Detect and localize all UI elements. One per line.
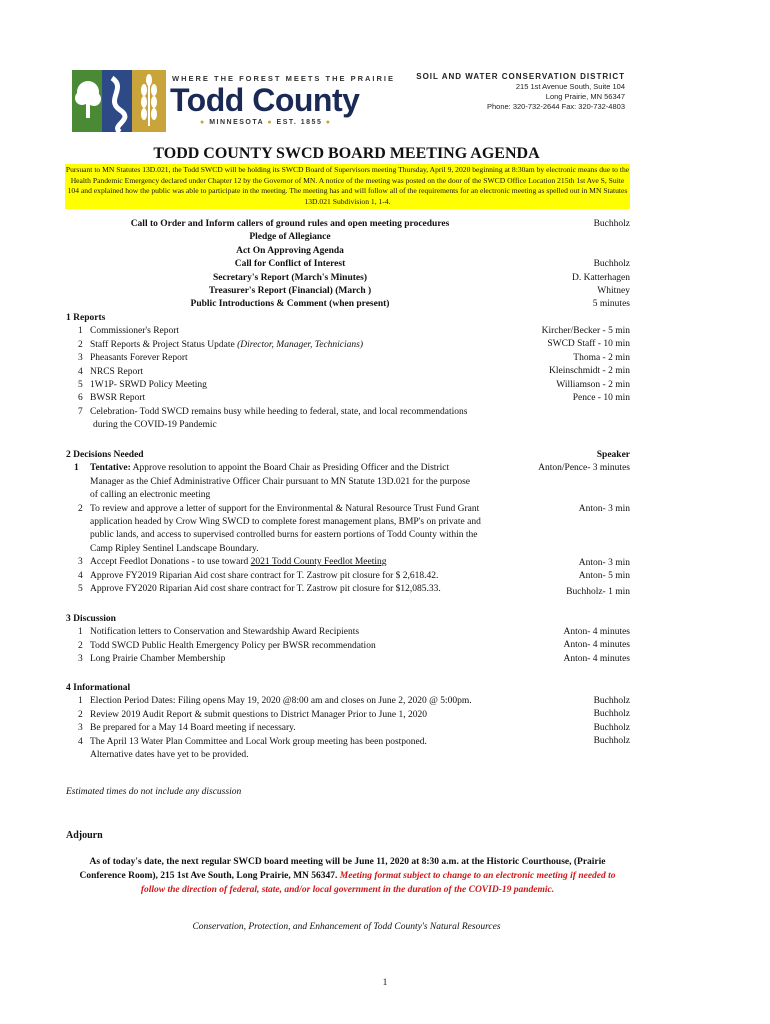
opening-item: Call to Order and Inform callers of ground rules and open meeting procedures — [130, 219, 450, 229]
opening-item: Call for Conflict of Interest — [234, 259, 346, 270]
list-item-continuation: Manager as the Chief Administrative Officer Chair pursuant to MN Statute 13D.021 for the purpose — [90, 476, 471, 487]
time-allotment: SWCD Staff - 10 min — [547, 339, 630, 350]
time-allotment: Buchholz- 1 min — [566, 587, 630, 597]
list-item: 1 Commissioner's Report — [78, 326, 180, 337]
presenter: Buchholz — [593, 709, 630, 720]
time-allotment: Anton- 4 minutes — [563, 627, 630, 637]
list-item: 6 BWSR Report — [78, 393, 146, 404]
presenter: Buchholz — [593, 722, 630, 733]
list-item-continuation: application headed by Crow Wing SWCD to complete forest management plans, BMP's on private and — [90, 517, 481, 528]
list-item-continuation: public lands, and access to supervised controlled burns for eastern portions of Todd County within the — [90, 530, 478, 541]
todd-county-logo — [72, 70, 168, 132]
opening-items — [110, 218, 470, 312]
presenter: Buchholz — [593, 736, 630, 747]
list-item: 5 1W1P- SRWD Policy Meeting — [78, 380, 207, 391]
list-item-continuation: of calling an electronic meeting — [90, 490, 211, 501]
opening-item: Secretary's Report (March's Minutes) — [213, 272, 367, 283]
logo-state: MINNESOTA — [209, 119, 264, 126]
presenter: Whitney — [597, 286, 630, 296]
presenter: Buchholz — [593, 219, 630, 229]
list-item: 7 Celebration- Todd SWCD remains busy while heeding to federal, state, and local recommendations — [78, 406, 468, 417]
next-meeting-notice — [70, 855, 625, 897]
page-title: TODD COUNTY SWCD BOARD MEETING AGENDA — [153, 145, 540, 162]
time-allotment: Pence - 10 min — [572, 393, 630, 404]
list-item: 1 Tentative: Approve resolution to appoint the Board Chair as Presiding Officer and the District — [74, 463, 450, 474]
list-item: 5 Approve FY2020 Riparian Aid cost share contract for T. Zastrow pit closure for $12,085.33. — [78, 584, 441, 595]
list-item: 3 Long Prairie Chamber Membership — [78, 654, 226, 665]
time-allotment: Anton- 4 minutes — [563, 653, 630, 664]
list-item: 1 Election Period Dates: Filing opens May 19, 2020 @8:00 am and closes on June 2, 2020 @ 5:00pm. — [78, 696, 472, 707]
estimated-times-note: Estimated times do not include any discussion — [66, 787, 242, 797]
time-allotment: Kleinschmidt - 2 min — [548, 366, 630, 377]
presenter: Buchholz — [593, 696, 630, 706]
informational-heading: 4 Informational — [66, 683, 131, 693]
reports-times — [430, 325, 630, 405]
speaker-label: Speaker — [596, 450, 630, 460]
list-item-continuation: during the COVID-19 Pandemic — [93, 420, 217, 431]
list-item-continuation: Camp Ripley Sentinel Landscape Boundary. — [90, 543, 259, 554]
time-allotment: Anton- 3 min — [578, 504, 630, 514]
format-change-warning: Meeting format subject to change to an electronic meeting if needed to follow the direction of federal, state, and/or local government in the duration of the COVID-19 pandemic. — [140, 871, 616, 895]
discussion-heading: 3 Discussion — [66, 614, 116, 624]
footer-motto: Conservation, Protection, and Enhancement of Todd County's Natural Resources — [192, 922, 501, 932]
decisions-heading: 2 Decisions Needed — [66, 450, 144, 460]
time-allotment: Anton/Pence- 3 minutes — [538, 463, 630, 473]
time-allotment: Anton- 4 minutes — [563, 640, 630, 651]
presenter: 5 minutes — [592, 299, 630, 310]
list-item: 2 To review and approve a letter of support for the Environmental & Natural Resource Trust Fund Grant — [78, 503, 480, 514]
org-address-line1: 215 1st Avenue South, Suite 104 — [515, 82, 625, 91]
presenter: D. Katterhagen — [571, 272, 630, 283]
list-item: 4 NRCS Report — [78, 366, 144, 377]
list-item: 3 Be prepared for a May 14 Board meeting if necessary. — [78, 723, 296, 734]
time-allotment: Anton- 3 min — [578, 558, 630, 568]
org-address-line2: Long Prairie, MN 56347 — [545, 92, 625, 101]
opening-item: Treasurer's Report (Financial) (March ) — [208, 286, 372, 297]
list-item: 4 The April 13 Water Plan Committee and Local Work group meeting has been postponed. — [78, 736, 427, 747]
adjourn-label: Adjourn — [66, 830, 103, 841]
time-allotment: Kircher/Becker - 5 min — [541, 326, 630, 336]
list-item: 2 Review 2019 Audit Report & submit questions to District Manager Prior to June 1, 2020 — [78, 709, 427, 720]
list-item: 4 Approve FY2019 Riparian Aid cost share contract for T. Zastrow pit closure for $ 2,618.42. — [78, 570, 439, 581]
opening-item: Pledge of Allegiance — [249, 232, 331, 243]
org-address-block — [416, 72, 625, 112]
time-allotment: Anton- 5 min — [578, 571, 630, 581]
next-meeting-text: As of today's date, the next regular SWCD board meeting will be June 11, 2020 at 8:30 a.m. at the Historic Courthouse, (Prairie Conference Room), 215 1st Ave South, Long Prairie, MN 56347. — [79, 857, 606, 881]
discussion-times — [430, 626, 630, 666]
opening-presenters — [430, 218, 630, 312]
org-name: SOIL AND WATER CONSERVATION DISTRICT — [416, 72, 625, 81]
time-allotment: Williamson - 2 min — [556, 379, 630, 390]
notice-banner: Pursuant to MN Statutes 13D.021, the Todd SWCD will be holding its SWCD Board of Supervisors meeting Thursday, April 9, 2020 beginning at 8:30am by electronic means due to the Health Pandemic Emergency declared under Chapter 12 by the Governor of MN. A notice of the meeting was posted on the door of the SWCD Office Location 215th 1st Ave S, Suite 104 and explained how the public was able to participate in the meeting. The meeting has and will follow all of the requirements for an electronic meeting as spelled out in MN Statutes 13D.021 Subdivision 1, 1-4. — [65, 164, 630, 209]
page-number: 1 — [382, 978, 388, 988]
logo-established: EST. 1855 — [276, 119, 323, 126]
org-phone: Phone: 320-732-2644 Fax: 320-732-4803 — [486, 102, 625, 111]
opening-item: Public Introductions & Comment (when present) — [190, 299, 390, 310]
logo-name: Todd County — [170, 82, 360, 118]
list-item: 2 Todd SWCD Public Health Emergency Policy per BWSR recommendation — [78, 640, 376, 651]
list-item-continuation: Alternative dates have yet to be provided. — [90, 750, 249, 761]
time-allotment: Thoma - 2 min — [573, 352, 630, 363]
logo-tagline: WHERE THE FOREST MEETS THE PRAIRIE — [172, 74, 396, 83]
informational-presenters — [430, 695, 630, 749]
feedlot-meeting-link[interactable]: 2021 Todd County Feedlot Meeting — [250, 557, 387, 568]
list-item: 1 Notification letters to Conservation and Stewardship Award Recipients — [78, 627, 360, 638]
list-item: 2 Staff Reports & Project Status Update (Director, Manager, Technicians) — [78, 339, 364, 350]
list-item: 3 Accept Feedlot Donations - to use toward 2021 Todd County Feedlot Meeting — [78, 557, 387, 568]
reports-heading: 1 Reports — [66, 313, 106, 323]
logo-subtitle: ● MINNESOTA ● EST. 1855 ● — [200, 119, 332, 126]
presenter: Buchholz — [593, 259, 630, 270]
opening-item: Act On Approving Agenda — [236, 245, 344, 256]
list-item: 3 Pheasants Forever Report — [78, 353, 188, 364]
